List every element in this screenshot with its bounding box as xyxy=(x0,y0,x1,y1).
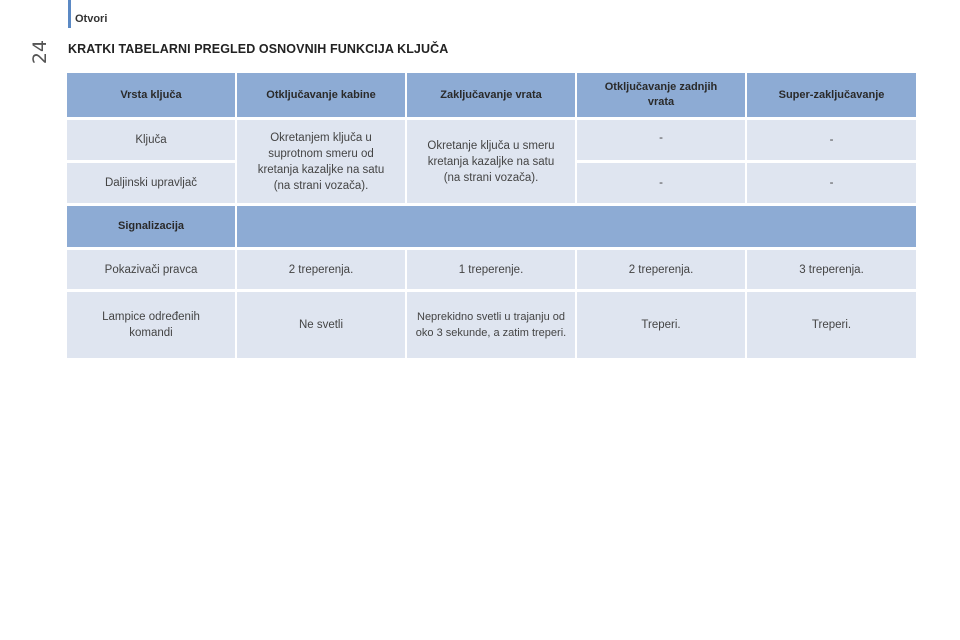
cell-key-super-lock: - xyxy=(747,120,916,160)
page-title: KRATKI TABELARNI PREGLED OSNOVNIH FUNKCIJA KLJUČA xyxy=(68,42,449,56)
cell-lamps-unlock-cab: Ne svetli xyxy=(237,292,405,358)
header-signalization: Signalizacija xyxy=(67,206,235,247)
cell-indicators-unlock-cab: 2 treperenja. xyxy=(237,250,405,289)
cell-lamps-super-lock: Treperi. xyxy=(747,292,916,358)
key-functions-table xyxy=(67,73,916,358)
header-lock-doors: Zaključavanje vrata xyxy=(407,73,575,117)
header-super-lock: Super-zaključavanje xyxy=(747,73,916,117)
page-number: 24 xyxy=(29,39,51,65)
cell-indicators-super-lock: 3 treperenja. xyxy=(747,250,916,289)
row-label-key: Ključa xyxy=(67,120,235,160)
header-unlock-cab: Otključavanje kabine xyxy=(237,73,405,117)
cell-unlock-cab-merged: Okretanjem ključa u suprotnom smeru od kretanja kazaljke na satu (na strani vozača). xyxy=(237,120,405,203)
cell-remote-super-lock: - xyxy=(747,163,916,203)
cell-remote-rear-unlock: - xyxy=(577,163,745,203)
cell-lock-doors-merged: Okretanje ključa u smeru kretanja kazaljke na satu (na strani vozača). xyxy=(407,120,575,203)
header-key-type: Vrsta ključa xyxy=(67,73,235,117)
row-label-lamps: Lampice određenih komandi xyxy=(67,292,235,358)
row-label-remote: Daljinski upravljač xyxy=(67,163,235,203)
cell-indicators-lock-doors: 1 treperenje. xyxy=(407,250,575,289)
section-accent-bar xyxy=(68,0,71,28)
cell-lamps-lock-doors: Neprekidno svetli u trajanju od oko 3 sekunde, a zatim treperi. xyxy=(407,292,575,358)
row-label-indicators: Pokazivači pravca xyxy=(67,250,235,289)
header-unlock-rear-doors: Otključavanje zadnjih vrata xyxy=(577,73,745,117)
section-label: Otvori xyxy=(75,13,108,25)
cell-indicators-rear-unlock: 2 treperenja. xyxy=(577,250,745,289)
cell-lamps-rear-unlock: Treperi. xyxy=(577,292,745,358)
cell-key-rear-unlock: - xyxy=(577,120,745,160)
header-signalization-span xyxy=(237,206,916,247)
